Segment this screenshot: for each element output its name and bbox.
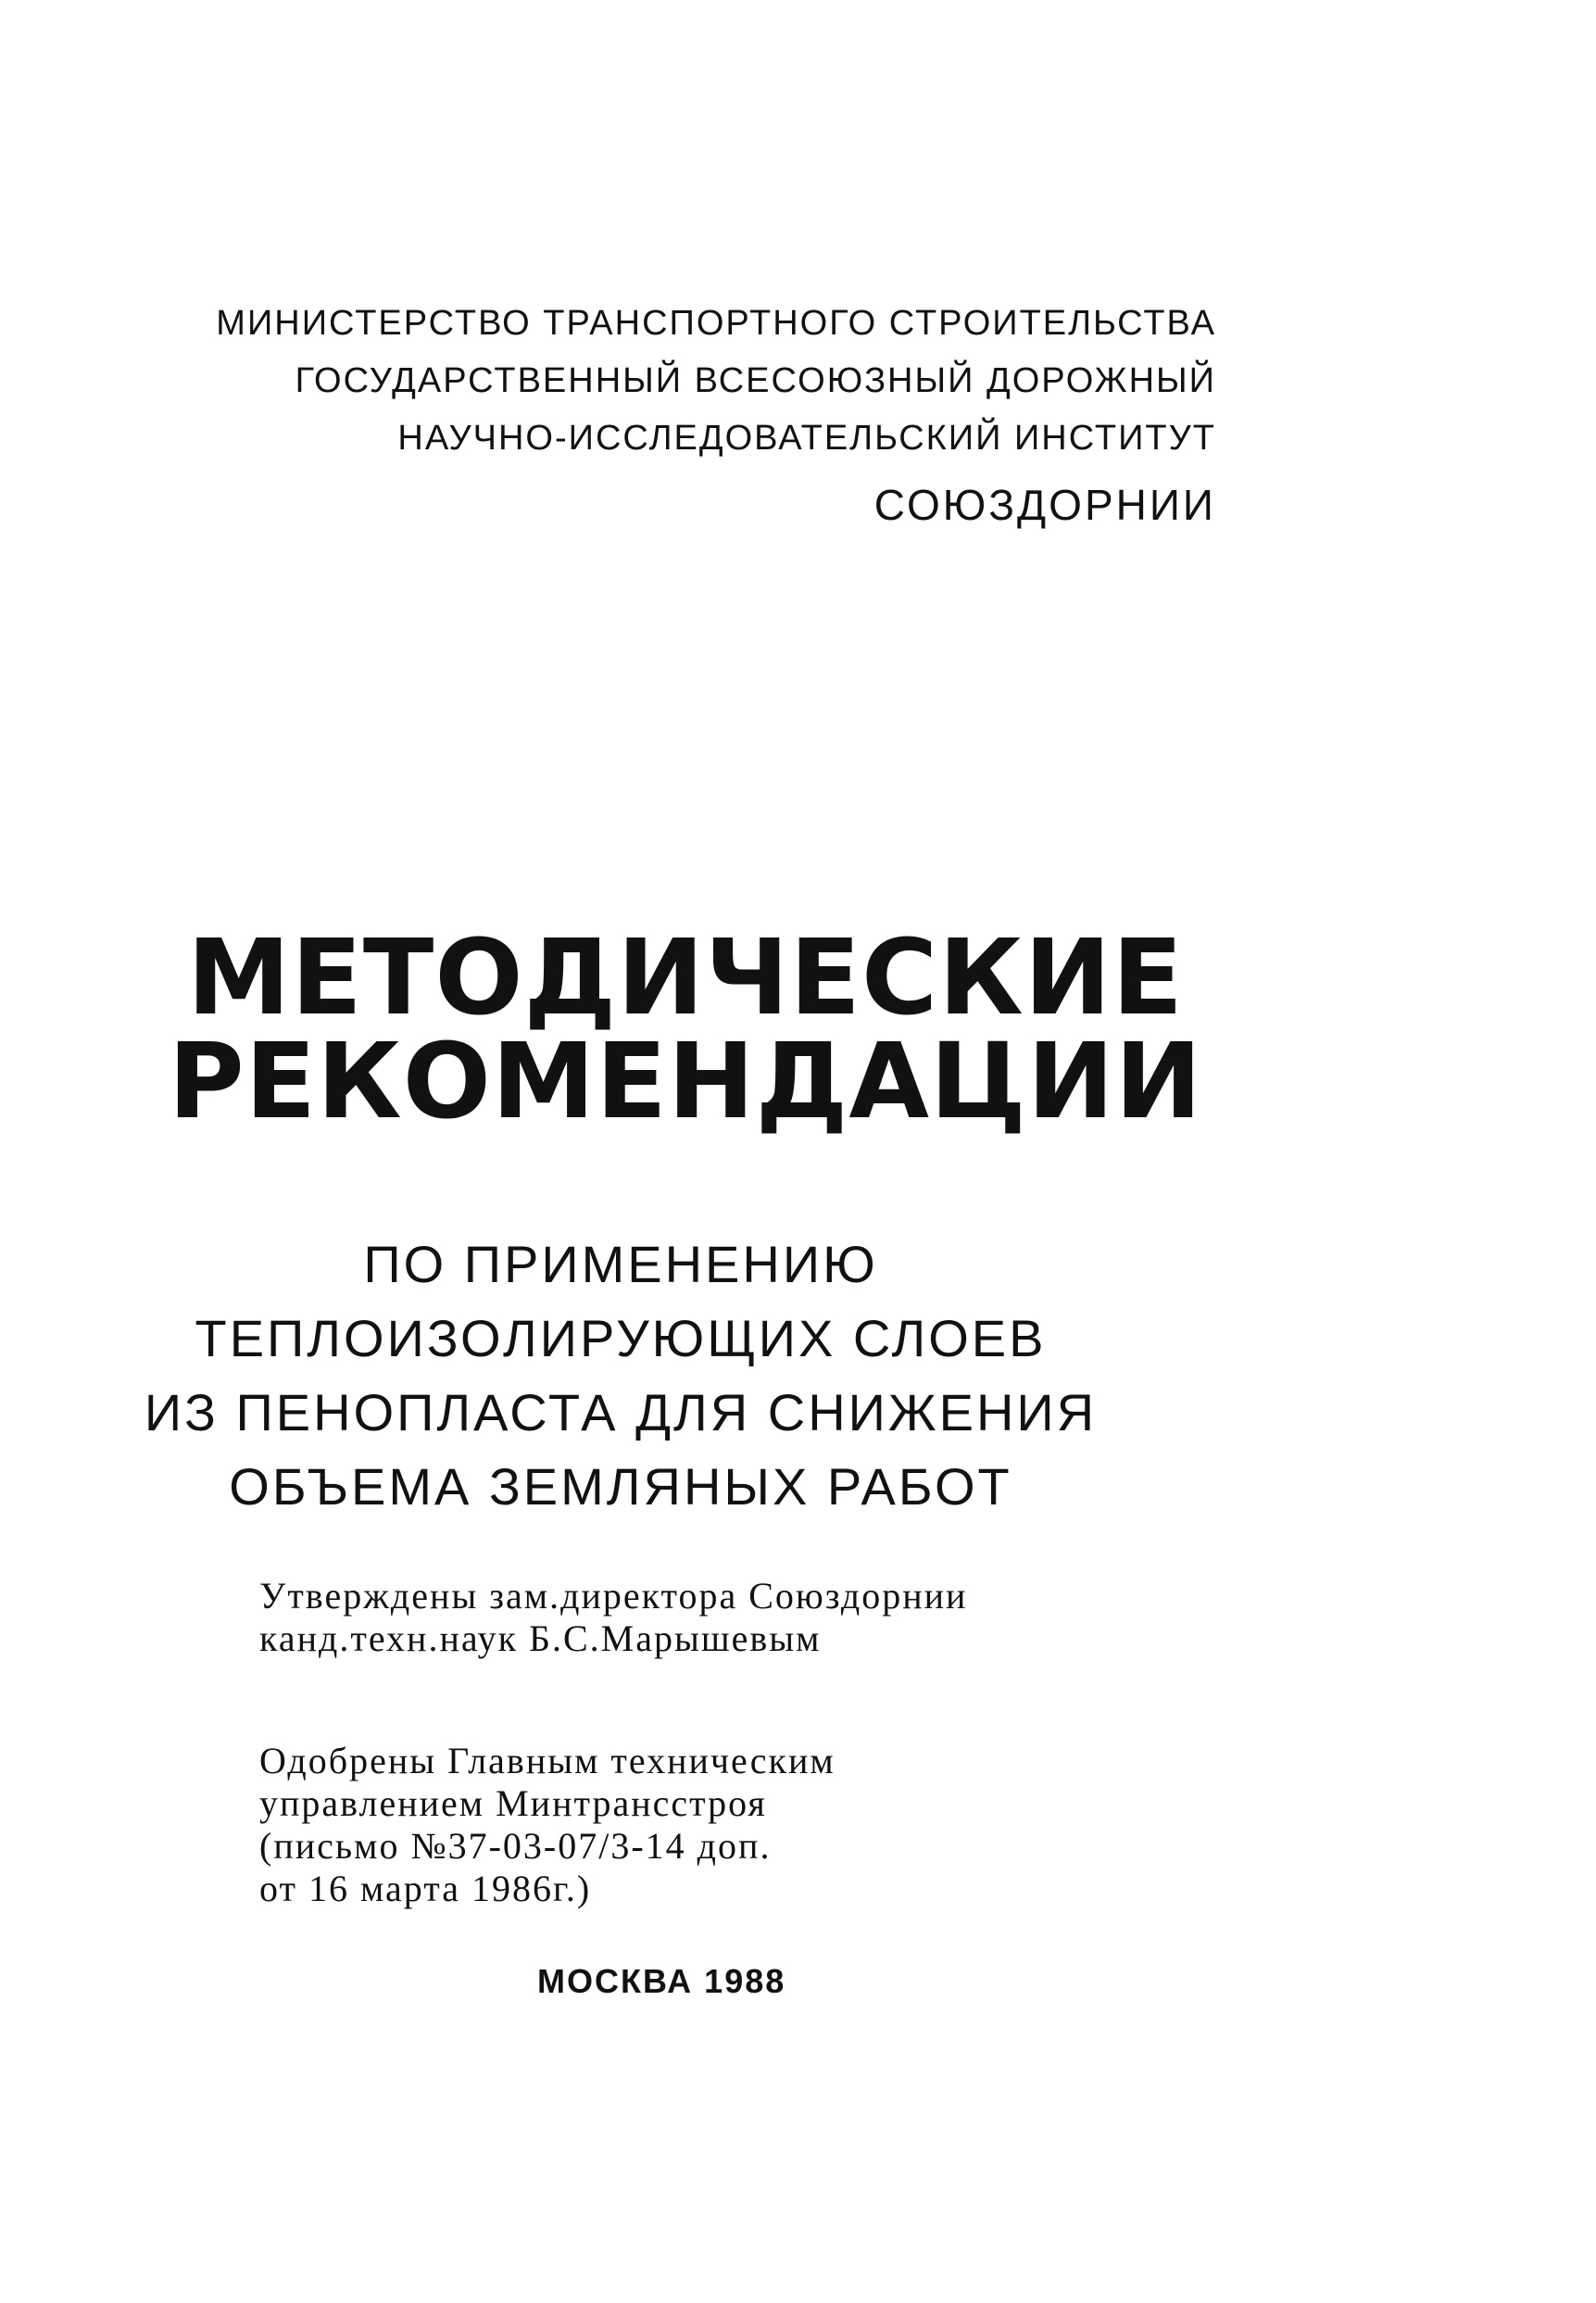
header-line-state: ГОСУДАРСТВЕННЫЙ ВСЕСОЮЗНЫЙ ДОРОЖНЫЙ (295, 361, 1216, 400)
ministry-header (142, 295, 1216, 534)
endorsement-line-3: (письмо №37-03-07/3-14 доп. (259, 1825, 772, 1867)
endorsement-line-1: Одобрены Главным техническим (259, 1740, 836, 1781)
approval-note (259, 1575, 1278, 1660)
approval-line-1: Утверждены зам.директора Союздорнии (259, 1575, 968, 1617)
approval-line-2: канд.техн.наук Б.С.Марышевым (259, 1617, 822, 1659)
title-line-2: РЕКОМЕНДАЦИИ (168, 1022, 1203, 1142)
city-year: МОСКВА 1988 (537, 1962, 786, 2000)
endorsement-line-4: от 16 марта 1986г.) (259, 1868, 592, 1909)
institute-abbreviation: СОЮЗДОРНИИ (873, 481, 1216, 529)
endorsement-line-2: управлением Минтрансстроя (259, 1782, 767, 1824)
subtitle-line-3: ИЗ ПЕНОПЛАСТА ДЛЯ СНИЖЕНИЯ (144, 1383, 1098, 1441)
subtitle-line-2: ТЕПЛОИЗОЛИРУЮЩИХ СЛОЕВ (195, 1309, 1047, 1367)
title-line-1: МЕТОДИЧЕСКИЕ (186, 918, 1185, 1038)
document-subtitle (139, 1227, 1102, 1524)
subtitle-line-4: ОБЪЕМА ЗЕМЛЯНЫХ РАБОТ (229, 1457, 1012, 1516)
endorsement-note (259, 1740, 1278, 1910)
document-title (157, 918, 1213, 1142)
header-line-ministry: МИНИСТЕРСТВО ТРАНСПОРТНОГО СТРОИТЕЛЬСТВА (216, 304, 1216, 343)
subtitle-line-1: ПО ПРИМЕНЕНИЮ (363, 1235, 878, 1293)
header-line-institute: НАУЧНО-ИССЛЕДОВАТЕЛЬСКИЙ ИНСТИТУТ (397, 419, 1216, 458)
